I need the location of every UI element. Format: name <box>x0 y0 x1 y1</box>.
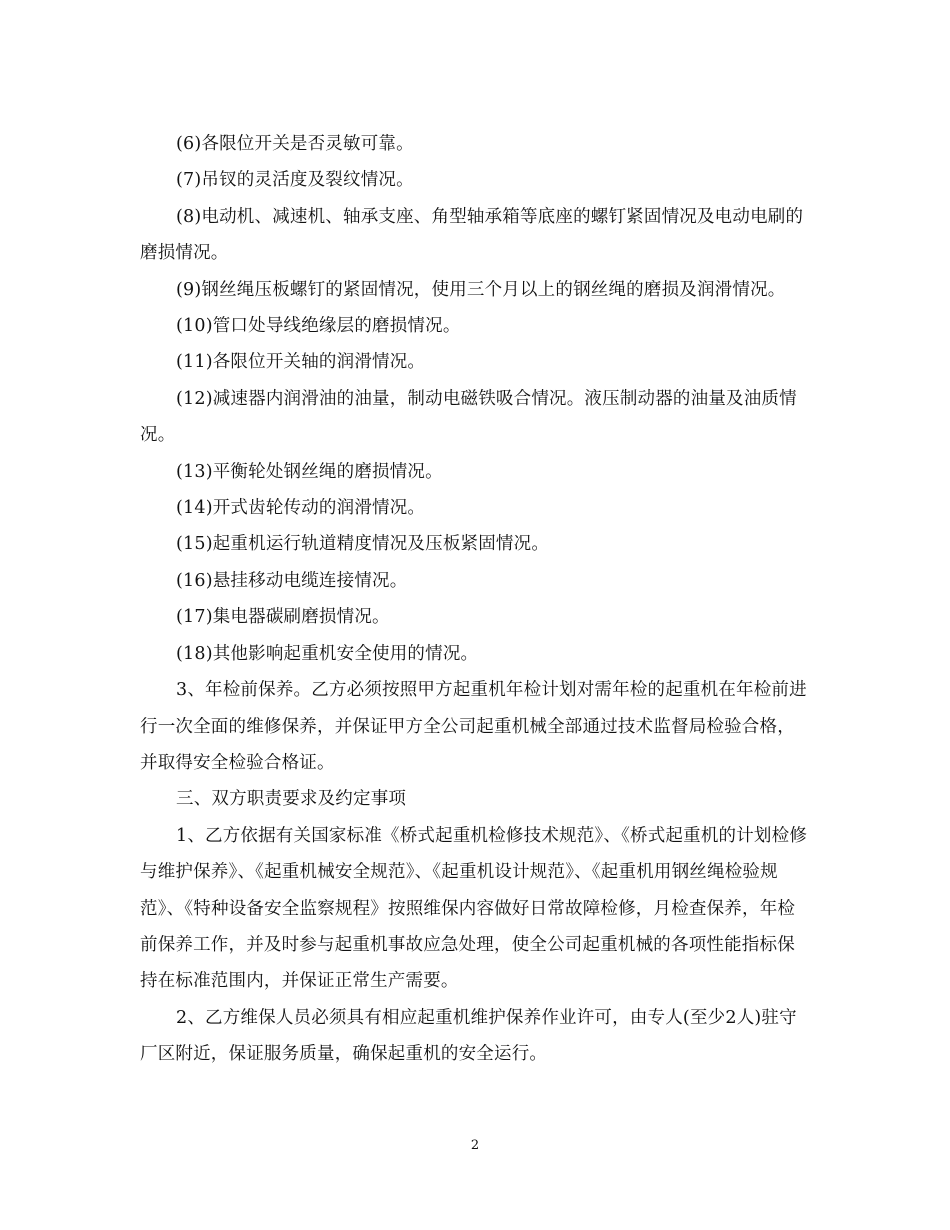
paragraph-item-7: (7)吊钗的灵活度及裂纹情况。 <box>176 170 414 191</box>
document-body <box>140 126 812 1073</box>
paragraph-item-15: (15)起重机运行轨道精度情况及压板紧固情况。 <box>176 534 550 555</box>
paragraph-item-11: (11)各限位开关轴的润滑情况。 <box>176 352 426 373</box>
paragraph-item-8: (8)电动机、减速机、轴承支座、角型轴承箱等底座的螺钉紧固情况及电动电刷的磨损情况。 <box>140 206 804 264</box>
section-heading-responsibilities: 三、双方职责要求及约定事项 <box>176 789 407 810</box>
paragraph-item-12: (12)减速器内润滑油的油量，制动电磁铁吸合情况。液压制动器的油量及油质情况。 <box>140 388 797 446</box>
paragraph-item-10: (10)管口处导线绝缘层的磨损情况。 <box>176 316 461 337</box>
paragraph-annual-inspection: 3、年检前保养。乙方必须按照甲方起重机年检计划对需年检的起重机在年检前进行一次全面的维修保养，并保证甲方全公司起重机械全部通过技术监督局检验合格，并取得安全检验合格证。 <box>140 680 807 773</box>
paragraph-responsibility-1: 1、乙方依据有关国家标准《桥式起重机检修技术规范》、《桥式起重机的计划检修与维护保养》、《起重机械安全规范》、《起重机设计规范》、《起重机用钢丝绳检验规范》、《特种设备安全监察规程》按照维保内容做好日常故障检修，月检查保养，年检前保养工作，并及时参与起重机事故应急处理，使全公司起重机械的各项性能指标保持在标准范围内，并保证正常生产需要。 <box>140 825 808 992</box>
paragraph-item-14: (14)开式齿轮传动的润滑情况。 <box>176 498 426 519</box>
page-number: 2 <box>470 1138 480 1153</box>
paragraph-item-18: (18)其他影响起重机安全使用的情况。 <box>176 643 479 664</box>
paragraph-item-6: (6)各限位开关是否灵敏可靠。 <box>176 134 414 154</box>
paragraph-item-16: (16)悬挂移动电缆连接情况。 <box>176 570 408 591</box>
paragraph-item-13: (13)平衡轮处钢丝绳的磨损情况。 <box>176 461 443 482</box>
paragraph-item-9: (9)钢丝绳压板螺钉的紧固情况，使用三个月以上的钢丝绳的磨损及润滑情况。 <box>176 279 786 300</box>
paragraph-item-17: (17)集电器碳刷磨损情况。 <box>176 607 390 628</box>
paragraph-responsibility-2: 2、乙方维保人员必须具有相应起重机维护保养作业许可，由专人(至少2人)驻守厂区附近，保证服务质量，确保起重机的安全运行。 <box>140 1007 797 1065</box>
